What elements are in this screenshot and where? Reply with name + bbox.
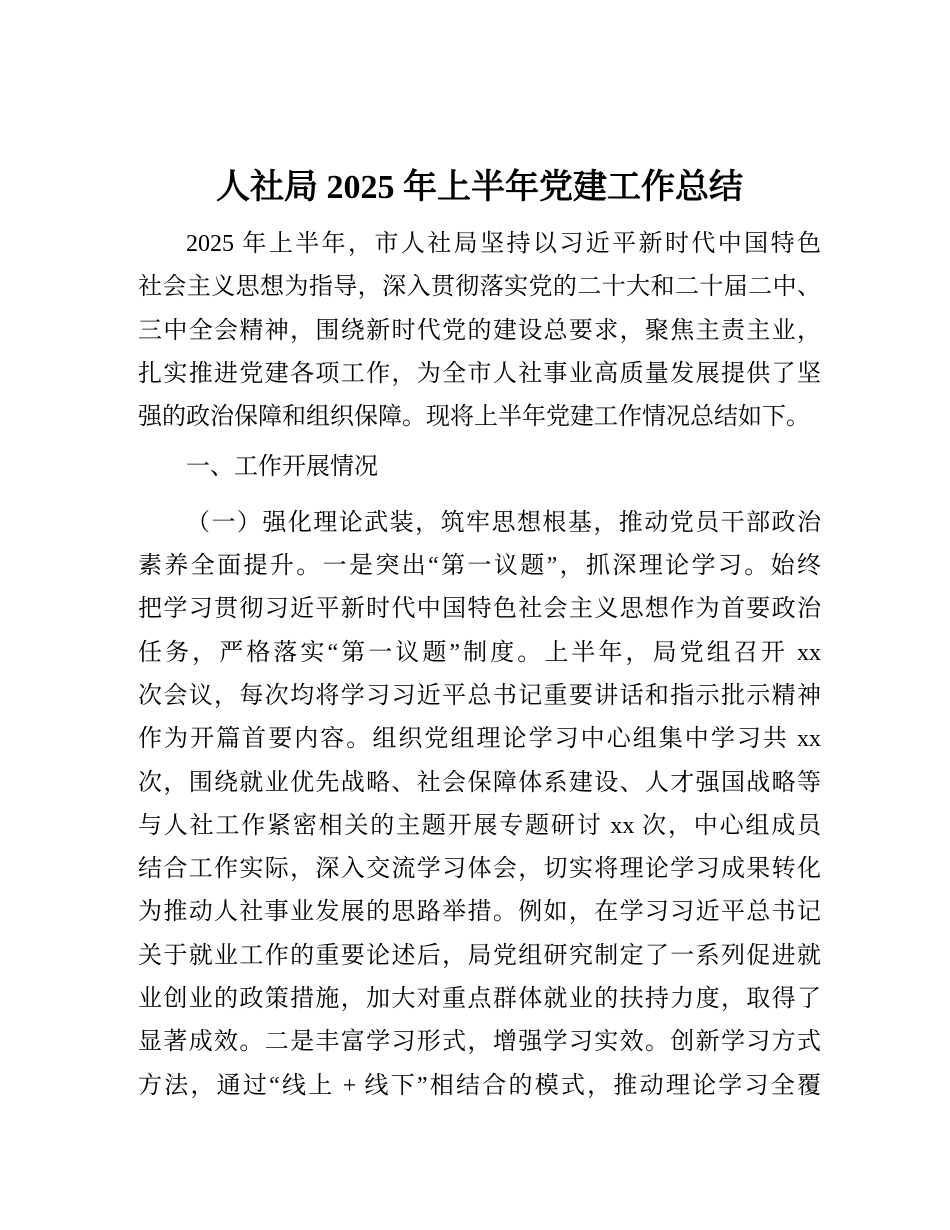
- section-heading-1: [138, 446, 821, 489]
- section-1-paragraph-1-line: （一）强化理论武装，筑牢思想根基，推动党员干部政治: [186, 509, 821, 536]
- document-title: 人社局 2025 年上半年党建工作总结: [216, 169, 743, 206]
- section-1-paragraph-1: [138, 502, 821, 1108]
- section-1-paragraph-1-line: 次，围绕就业优先战略、社会保障体系建设、人才强国战略等: [138, 769, 821, 796]
- document-body: [138, 223, 821, 1108]
- section-1-paragraph-1-line: 显著成效。二是丰富学习形式，增强学习实效。创新学习方式: [138, 1029, 821, 1056]
- section-1-paragraph-1-line: 关于就业工作的重要论述后，局党组研究制定了一系列促进就: [138, 942, 821, 969]
- intro-paragraph-line: 2025 年上半年，市人社局坚持以习近平新时代中国特色: [186, 231, 821, 257]
- section-1-paragraph-1-line: 与人社工作紧密相关的主题开展专题研讨 xx 次，中心组成员: [138, 812, 821, 839]
- section-1-paragraph-1-line: 业创业的政策措施，加大对重点群体就业的扶持力度，取得了: [138, 986, 821, 1013]
- intro-paragraph-line: 强的政治保障和组织保障。现将上半年党建工作情况总结如下。: [138, 404, 810, 431]
- intro-paragraph-line: 社会主义思想为指导，深入贯彻落实党的二十大和二十届二中、: [138, 274, 821, 301]
- section-heading-1-line: 一、工作开展情况: [186, 454, 378, 481]
- section-1-paragraph-1-line: 为推动人社事业发展的思路举措。例如，在学习习近平总书记: [138, 899, 821, 926]
- intro-paragraph-line: 三中全会精神，围绕新时代党的建设总要求，聚焦主责主业，: [138, 317, 821, 344]
- section-1-paragraph-1-line: 把学习贯彻习近平新时代中国特色社会主义思想作为首要政治: [138, 596, 821, 623]
- section-1-paragraph-1-line: 次会议，每次均将学习习近平总书记重要讲话和指示批示精神: [138, 682, 821, 709]
- section-1-paragraph-1-line: 方法，通过“线上 + 线下”相结合的模式，推动理论学习全覆: [138, 1072, 821, 1099]
- section-1-paragraph-1-line: 作为开篇首要内容。组织党组理论学习中心组集中学习共 xx: [138, 726, 821, 753]
- intro-paragraph: [138, 223, 821, 439]
- section-1-paragraph-1-line: 结合工作实际，深入交流学习体会，切实将理论学习成果转化: [138, 856, 821, 883]
- section-1-paragraph-1-line: 素养全面提升。一是突出“第一议题”，抓深理论学习。始终: [138, 553, 821, 580]
- intro-paragraph-line: 扎实推进党建各项工作，为全市人社事业高质量发展提供了坚: [138, 360, 821, 387]
- section-1-paragraph-1-line: 任务，严格落实“第一议题”制度。上半年，局党组召开 xx: [138, 639, 821, 666]
